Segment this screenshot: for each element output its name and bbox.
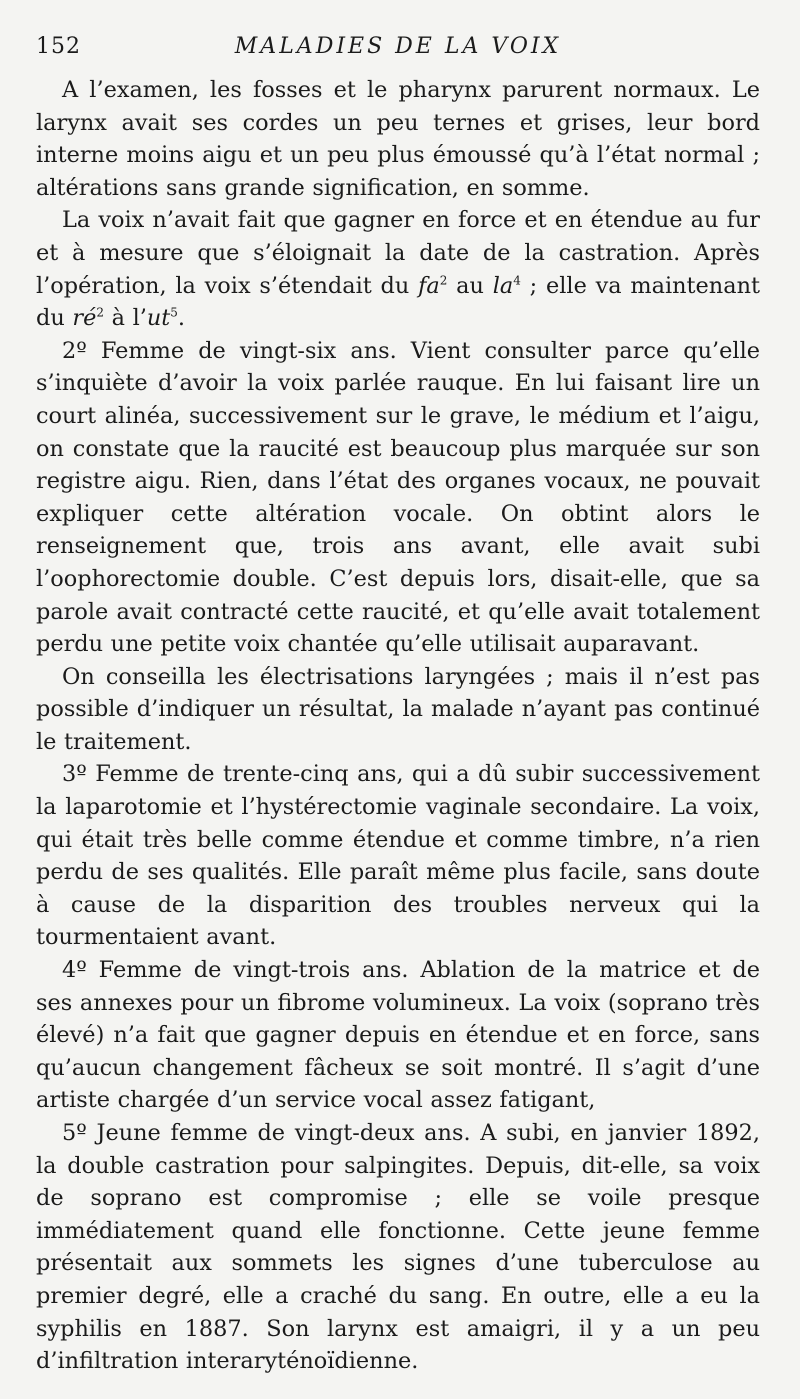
body-text bbox=[36, 74, 760, 1378]
paragraph-case-2: 2º Femme de vingt-six ans. Vient consulter parce qu’elle s’inquiète d’avoir la voix parlée rauque. En lui faisant lire un court alinéa, successivement sur le grave, le médium et l’aigu, on constate que la raucité est beaucoup plus marquée sur son registre aigu. Rien, dans l’état des organes vocaux, ne pouvait expliquer cette altération vocale. On obtint alors le renseignement que, trois ans avant, elle avait subi l’oophorectomie double. C’est depuis lors, disait-elle, que sa parole avait contracté cette raucité, et qu’elle avait totalement perdu une petite voix chantée qu’elle utilisait auparavant. bbox=[36, 337, 760, 658]
page-header bbox=[36, 34, 760, 70]
paragraph-examination: A l’examen, les fosses et le pharynx parurent normaux. Le larynx avait ses cordes un peu ternes et grises, leur bord interne moins aigu et un peu plus émoussé qu’à l’état normal ; altérations sans grande signification, en somme. bbox=[36, 77, 760, 201]
paragraph-voice-range: La voix n’avait fait que gagner en force et en étendue au fur et à mesure que s’éloignait la date de la castration. Après l’opération, la voix s’étendait du $fa^2$ au $la^4$ ; elle va maintenant du $ré^2$ à $l’ut^5$. bbox=[36, 207, 760, 332]
page-number: 152 bbox=[36, 34, 81, 59]
paragraph-case-5: 5º Jeune femme de vingt-deux ans. A subi, en janvier 1892, la double castration pour salpingites. Depuis, dit-elle, sa voix de soprano est compromise ; elle se voile presque immédiatement quand elle fonctionne. Cette jeune femme présentait aux sommets les signes d’une tuberculose au premier degré, elle a craché du sang. En outre, elle a eu la syphilis en 1887. Son larynx est amaigri, il y a un peu d’infiltration interaryténoïdienne. bbox=[36, 1120, 760, 1375]
paragraph-case-2-treatment: On conseilla les électrisations laryngées ; mais il n’est pas possible d’indiquer un résultat, la malade n’ayant pas continué le traitement. bbox=[36, 663, 760, 755]
running-title: MALADIES DE LA VOIX bbox=[234, 34, 562, 59]
paragraph-case-3: 3º Femme de trente-cinq ans, qui a dû subir successivement la laparotomie et l’hystérectomie vaginale secondaire. La voix, qui était très belle comme étendue et comme timbre, n’a rien perdu de ses qualités. Elle paraît même plus facile, sans doute à cause de la disparition des troubles nerveux qui la tourmentaient avant. bbox=[36, 761, 760, 951]
paragraph-case-4: 4º Femme de vingt-trois ans. Ablation de la matrice et de ses annexes pour un fibrome volumineux. La voix (soprano très élevé) n’a fait que gagner depuis en étendue et en force, sans qu’aucun changement fâcheux se soit montré. Il s’agit d’une artiste chargée d’un service vocal assez fatigant, bbox=[36, 957, 760, 1114]
